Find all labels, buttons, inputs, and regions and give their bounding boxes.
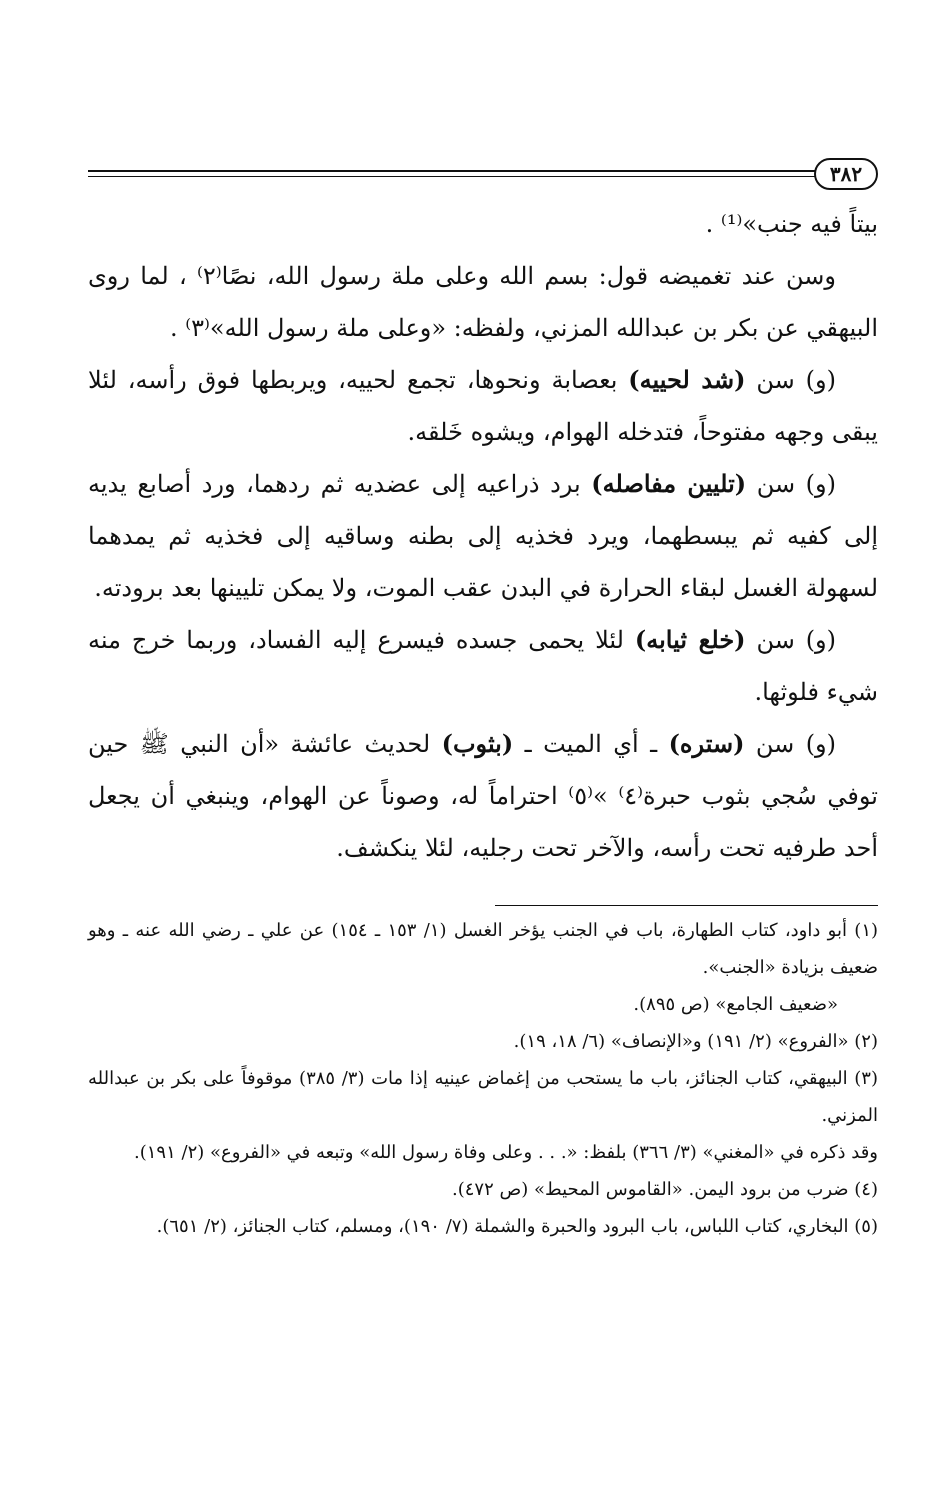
page-header	[88, 160, 878, 190]
paragraph-4-heading: (خلع ثيابه)	[634, 625, 746, 654]
header-rule	[88, 170, 828, 172]
paragraph-4-text: لئلا يحمى جسده فيسرع إليه الفساد، وربما خرج منه شيء فلوثها.	[88, 626, 878, 706]
paragraph-3-text: برد ذراعيه إلى عضديه ثم ردهما، ورد أصابع يديه إلى كفيه ثم يبسطهما، ويرد فخذيه إلى بطنه وساقيه إلى فخذيه ثم يمدهما لسهولة الغسل لبقاء الحرارة في البدن عقب الموت، ولا يمكن تليينها بعد برودته.	[88, 470, 878, 602]
paragraph-5-text: لحديث عائشة «أن النبي ﷺ حين توفي سُجي بثوب حبرة⁽٤⁾ »⁽٥⁾ احتراماً له، وصوناً عن الهوام، وينبغي أن يجعل أحد طرفيه تحت رأسه، والآخر تحت رجليه، لئلا ينكشف.	[88, 730, 878, 862]
paragraph-2	[88, 354, 878, 458]
paragraph-5	[88, 718, 878, 874]
footnote-4: (٤) ضرب من برود اليمن. «القاموس المحيط» (ص ٤٧٢).	[452, 1179, 878, 1200]
paragraph-5-mid: ـ أي الميت ـ	[524, 730, 658, 758]
paragraph-4	[88, 614, 878, 718]
paragraph-4-prefix: (و) سن	[756, 626, 837, 654]
footnote-separator	[495, 905, 878, 906]
paragraph-0: بيتاً فيه جنب»⁽¹⁾ .	[705, 210, 878, 238]
paragraph-3-prefix: (و) سن	[756, 470, 836, 498]
paragraph-5-prefix: (و) سن	[755, 730, 837, 758]
main-text	[88, 198, 878, 874]
paragraph-2-prefix: (و) سن	[756, 366, 836, 394]
footnote-1: (١) أبو داود، كتاب الطهارة، باب في الجنب يؤخر الغسل (١/ ١٥٣ ـ ١٥٤) عن علي ـ رضي الله عنه ـ وهو ضعيف بزيادة «الجنب».	[88, 920, 879, 978]
footnote-3-continued: وقد ذكره في «المغني» (٣/ ٣٦٦) بلفظ: «. . . وعلى وفاة رسول الله» وتبعه في «الفروع» (٢/ ١٩١).	[134, 1142, 878, 1163]
footnotes	[88, 912, 878, 1245]
paragraph-5-heading-2: (بثوب)	[441, 729, 514, 758]
paragraph-5-heading: (ستره)	[668, 729, 745, 758]
paragraph-3	[88, 458, 878, 614]
footnote-5: (٥) البخاري، كتاب اللباس، باب البرود والحبرة والشملة (٧/ ١٩٠)، ومسلم، كتاب الجنائز، (٢/ ٦٥١).	[156, 1216, 878, 1237]
header-rule-thin	[88, 176, 828, 177]
footnote-3: (٣) البيهقي، كتاب الجنائز، باب ما يستحب من إغماض عينيه إذا مات (٣/ ٣٨٥) موقوفاً على بكر بن عبدالله المزني.	[88, 1068, 878, 1126]
footnote-2: (٢) «الفروع» (٢/ ١٩١) و«الإنصاف» (٦/ ١٨، ١٩).	[513, 1031, 878, 1052]
paragraph-2-text: بعصابة ونحوها، تجمع لحييه، ويربطها فوق رأسه، لئلا يبقى وجهه مفتوحاً، فتدخله الهوام، ويشوه خَلقه.	[88, 366, 878, 446]
paragraph-3-heading: (تليين مفاصله)	[591, 469, 747, 498]
paragraph-2-heading: (شد لحييه)	[628, 365, 746, 394]
page-number: ٣٨٢	[814, 158, 878, 190]
footnote-1-continued: «ضعيف الجامع» (ص ٨٩٥).	[633, 994, 838, 1015]
paragraph-1: وسن عند تغميضه قول: بسم الله وعلى ملة رسول الله، نصًا⁽٢⁾ ، لما روى البيهقي عن بكر بن عبدالله المزني، ولفظه: «وعلى ملة رسول الله»⁽٣⁾ .	[88, 262, 878, 342]
